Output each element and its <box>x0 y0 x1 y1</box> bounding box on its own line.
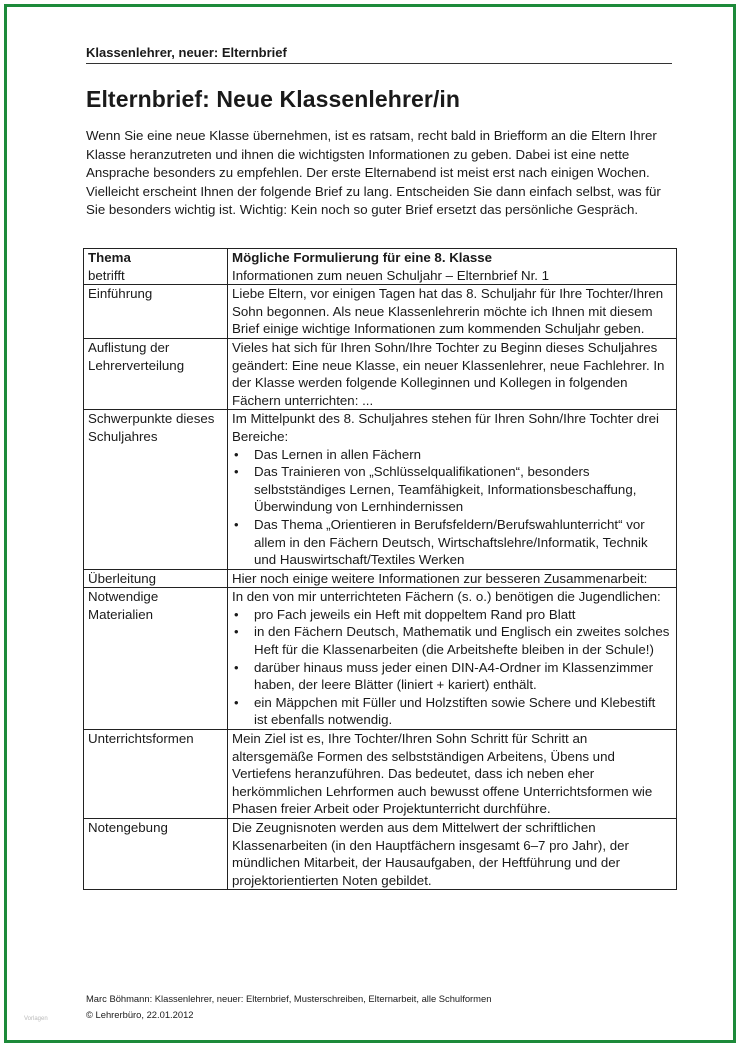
row-topic: Notwendige Materialien <box>84 588 228 730</box>
row-text: Im Mittelpunkt des 8. Schuljahres stehen für Ihren Sohn/Ihre Tochter drei Bereiche: <box>232 411 659 444</box>
header-topic-sub: betrifft <box>88 267 125 283</box>
row-text: Hier noch einige weitere Informationen zur besseren Zusammenarbeit: <box>228 569 677 588</box>
row-text: In den von mir unterrichteten Fächern (s. o.) benötigen die Jugendlichen: <box>232 589 661 605</box>
row-topic: Unterrichtsformen <box>84 730 228 819</box>
table-row <box>84 285 677 339</box>
list-item: • in den Fächern Deutsch, Mathematik und Englisch ein zweites solches Heft für die Klassenarbeiten (die Arbeitshefte bleiben in der Schule!) <box>232 623 672 658</box>
row-text-cell <box>228 410 677 569</box>
row-topic: Überleitung <box>84 569 228 588</box>
table-row <box>84 588 677 730</box>
row-topic: Notengebung <box>84 819 228 890</box>
table-header-row <box>84 249 677 285</box>
table-row <box>84 410 677 569</box>
row-text: Die Zeugnisnoten werden aus dem Mittelwert der schriftlichen Klassenarbeiten (in den Hauptfächern insgesamt 6–7 pro Jahr), der mündlichen Mitarbeit, der Hausaufgaben, der Heftführung und der projektorientierten Noten gebildet. <box>228 819 677 890</box>
footer-source: Marc Böhmann: Klassenlehrer, neuer: Elternbrief, Musterschreiben, Elternarbeit, alle Schulformen <box>86 993 492 1004</box>
footer <box>86 991 646 1023</box>
header-text-sub: Informationen zum neuen Schuljahr – Elternbrief Nr. 1 <box>232 267 550 283</box>
header-topic-title: Thema <box>88 250 131 265</box>
list-item: • Das Thema „Orientieren in Berufsfeldern/Berufswahlunterricht“ vor allem in den Fächern Deutsch, Wirtschaftslehre/Informatik, Technik und Hauswirtschaft/Textiles Werken <box>232 516 672 569</box>
list-item: • Das Lernen in allen Fächern <box>232 446 672 464</box>
header-cell-topic <box>84 249 228 285</box>
letter-table <box>83 248 677 890</box>
list-item: • ein Mäppchen mit Füller und Holzstiften sowie Schere und Klebestift ist ebenfalls notwendig. <box>232 694 672 729</box>
header-cell-text <box>228 249 677 285</box>
row-text: Liebe Eltern, vor einigen Tagen hat das 8. Schuljahr für Ihre Tochter/Ihren Sohn begonnen. Als neue Klassenlehrerin möchte ich Ihnen mit diesem Brief einige wichtige Informationen zum kommenden Schuljahr geben. <box>228 285 677 339</box>
row-text: Vieles hat sich für Ihren Sohn/Ihre Tochter zu Beginn dieses Schuljahres geändert: Eine neue Klasse, ein neuer Klassenlehrer, neue Fachlehrer. In der Klasse werden folgende Kolleginnen und Kollegen in folgenden Fächern unterrichten: ... <box>228 338 677 409</box>
running-header: Klassenlehrer, neuer: Elternbrief <box>86 45 672 64</box>
table-row <box>84 338 677 409</box>
watermark: Vorlagen <box>24 1016 48 1022</box>
row-topic: Auflistung der Lehrerverteilung <box>84 338 228 409</box>
page-title: Elternbrief: Neue Klassenlehrer/in <box>86 86 461 112</box>
header-text-title: Mögliche Formulierung für eine 8. Klasse <box>232 250 493 265</box>
intro-paragraph: Wenn Sie eine neue Klasse übernehmen, ist es ratsam, recht bald in Briefform an die Eltern Ihrer Klasse heranzutreten und ihnen die wichtigsten Informationen zu geben. Dabei ist eine nette Ansprache besonders zu empfehlen. Der erste Elternabend ist meist erst nach einigen Wochen. Vielleicht erscheint Ihnen der folgende Brief zu lang. Entscheiden Sie dann einfach selbst, was für Sie besonders wichtig ist. Wichtig: Kein noch so guter Brief ersetzt das persönliche Gespräch. <box>86 128 661 217</box>
row-topic: Einführung <box>84 285 228 339</box>
list-item: • darüber hinaus muss jeder einen DIN-A4-Ordner im Klassenzimmer haben, der leere Blätter (liniert + kariert) enthält. <box>232 659 672 694</box>
table-row <box>84 819 677 890</box>
bullet-list <box>232 446 672 569</box>
list-item: • Das Trainieren von „Schlüsselqualifikationen“, besonders selbstständiges Lernen, Teamfähigkeit, Informationsbeschaffung, Überwindung von Lernhindernissen <box>232 463 672 516</box>
bullet-list <box>232 606 672 729</box>
list-item: • pro Fach jeweils ein Heft mit doppeltem Rand pro Blatt <box>232 606 672 624</box>
row-text: Mein Ziel ist es, Ihre Tochter/Ihren Sohn Schritt für Schritt an altersgemäße Formen des selbstständigen Arbeitens, Übens und Vertiefens heranzuführen. Das bedeutet, dass ich neben eher herkömmlichen Lehrformen auch bewusst offene Unterrichtsformen wie Phasen freier Arbeit oder Projektunterricht durchführe. <box>228 730 677 819</box>
row-topic: Schwerpunkte dieses Schuljahres <box>84 410 228 569</box>
table-row <box>84 569 677 588</box>
footer-copyright: © Lehrerbüro, 22.01.2012 <box>86 1009 194 1020</box>
row-text-cell <box>228 588 677 730</box>
table-row <box>84 730 677 819</box>
